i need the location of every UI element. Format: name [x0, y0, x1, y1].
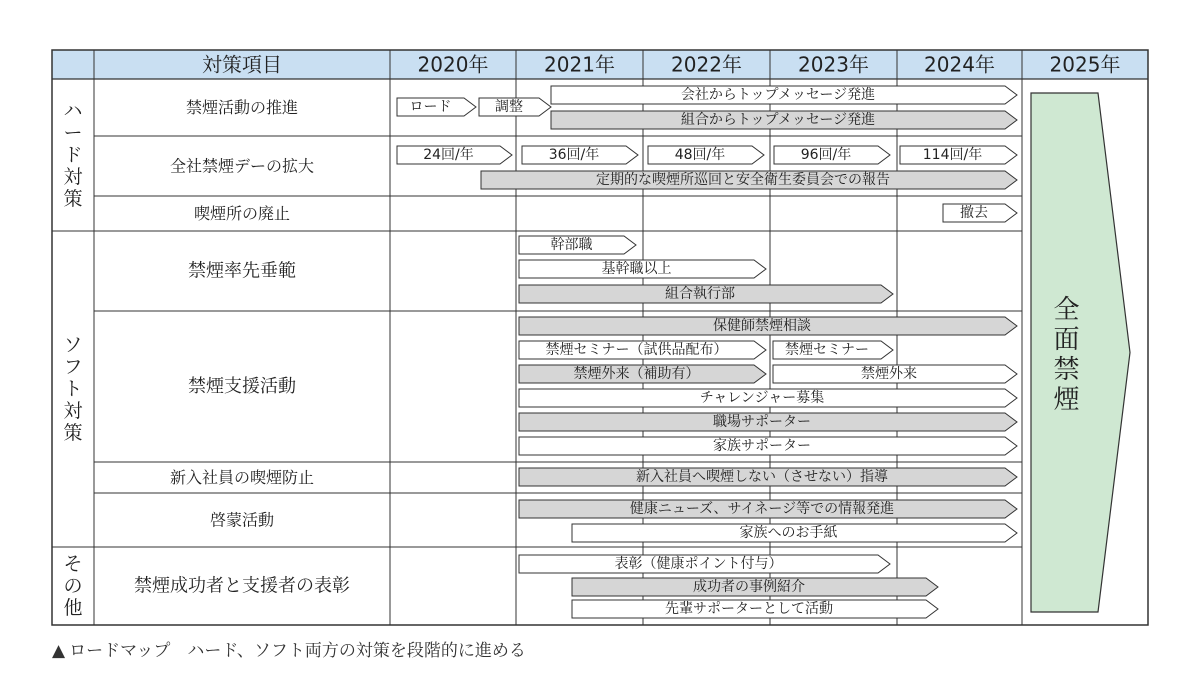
roadmap-bar — [522, 146, 638, 164]
group-label-char: 策 — [63, 422, 83, 444]
roadmap-bar — [773, 341, 893, 359]
group-label-char: ド — [63, 144, 83, 166]
roadmap-bar — [519, 468, 1017, 486]
caption-text: ロードマップ ハード、ソフト両方の対策を段階的に進める — [69, 641, 526, 661]
roadmap-bar — [648, 146, 764, 164]
header-year-2025: 2025年 — [1049, 52, 1121, 77]
bar-label: 組合執行部 — [665, 286, 735, 302]
header-year-2020: 2020年 — [417, 52, 489, 77]
bar-label: 撤去 — [960, 205, 988, 221]
group-label-char: ト — [63, 378, 83, 400]
bar-label: 禁煙セミナー（試供品配布） — [545, 342, 728, 358]
bar-label: 会社からトップメッセージ発進 — [680, 87, 876, 103]
header-year-2023: 2023年 — [798, 52, 869, 77]
row-label: 新入社員の喫煙防止 — [169, 468, 315, 487]
bar-label: 114回/年 — [922, 147, 983, 163]
roadmap-bar — [479, 98, 551, 116]
roadmap-bar — [397, 146, 512, 164]
roadmap-bar — [572, 524, 1017, 542]
roadmap-bar — [572, 600, 938, 618]
bar-label: 新入社員へ喫煙しない（させない）指導 — [636, 469, 888, 485]
final-goal-arrow — [1031, 93, 1130, 612]
bar-label: 健康ニューズ、サイネージ等での情報発進 — [629, 501, 895, 517]
bar-label: 家族サポーター — [713, 438, 811, 454]
bar-label: チャレンジャー募集 — [699, 390, 825, 406]
roadmap-bar — [519, 260, 766, 278]
group-label-char: ソ — [63, 334, 83, 356]
bar-label: 禁煙セミナー — [785, 342, 869, 358]
group-label-char: そ — [63, 553, 83, 575]
bar-label: 禁煙外来（補助有） — [573, 366, 700, 382]
final-goal-char: 面 — [1053, 325, 1080, 355]
group-label-char: 他 — [63, 597, 83, 619]
roadmap-bar — [481, 171, 1017, 189]
bar-label: 定期的な喫煙所巡回と安全衛生委員会での報告 — [596, 172, 890, 188]
roadmap-bar — [519, 555, 890, 573]
final-goal-char: 禁 — [1053, 355, 1080, 385]
final-goal-char: 煙 — [1053, 385, 1080, 415]
row-label: 全社禁煙デーの拡大 — [169, 156, 315, 176]
header-year-2024: 2024年 — [924, 52, 995, 77]
bar-label: 48回/年 — [674, 147, 726, 163]
roadmap-bar — [519, 365, 766, 383]
bar-label: 職場サポーター — [713, 414, 811, 430]
row-label: 啓蒙活動 — [209, 510, 275, 530]
roadmap-bar — [943, 204, 1017, 222]
bar-label: 禁煙外来 — [861, 366, 917, 382]
roadmap-bar — [519, 236, 636, 254]
bar-label: 36回/年 — [548, 147, 600, 163]
roadmap-bar — [774, 146, 890, 164]
figure-caption — [52, 636, 526, 661]
roadmap-bar — [551, 86, 1017, 104]
row-label: 禁煙成功者と支援者の表彰 — [134, 575, 350, 597]
group-label-char: ハ — [63, 100, 83, 122]
roadmap-bar — [519, 285, 893, 303]
group-label-char: 策 — [63, 188, 83, 210]
roadmap-bar — [551, 111, 1017, 129]
group-label-char: フ — [63, 356, 83, 378]
row-label: 禁煙活動の推進 — [185, 98, 299, 117]
roadmap-bar — [900, 146, 1017, 164]
bar-label: 成功者の事例紹介 — [693, 579, 805, 595]
header-year-2021: 2021年 — [544, 52, 615, 77]
triangle-marker-icon: ▲ — [52, 641, 66, 661]
bar-label: 幹部職 — [550, 237, 593, 253]
roadmap-bar — [519, 437, 1017, 455]
bar-label: 基幹職以上 — [601, 261, 672, 277]
final-goal-char: 全 — [1053, 295, 1080, 325]
bar-label: 96回/年 — [800, 147, 852, 163]
bar-label: 表彰（健康ポイント付与） — [614, 556, 783, 572]
row-label: 禁煙率先垂範 — [188, 260, 296, 282]
roadmap-bar — [773, 365, 1017, 383]
bar-label: 先輩サポーターとして活動 — [665, 601, 833, 617]
group-label-char: 対 — [63, 400, 83, 422]
row-label: 喫煙所の廃止 — [193, 204, 291, 223]
header-year-2022: 2022年 — [671, 52, 742, 77]
roadmap-bar — [519, 413, 1017, 431]
bar-label: 保健師禁煙相談 — [713, 318, 811, 334]
roadmap-bar — [572, 578, 938, 596]
row-label: 禁煙支援活動 — [188, 376, 296, 397]
roadmap-bar — [519, 341, 766, 359]
group-label-char: ー — [63, 122, 83, 144]
group-label-char: の — [63, 575, 83, 597]
group-label-char: 対 — [63, 166, 83, 188]
roadmap-bar — [519, 317, 1017, 335]
roadmap-bar — [519, 389, 1017, 407]
bar-label: 24回/年 — [423, 147, 474, 163]
bar-label: 家族へのお手紙 — [739, 525, 838, 541]
roadmap-bar — [519, 500, 1017, 518]
bar-label: 調整 — [495, 99, 523, 115]
bar-label: 組合からトップメッセージ発進 — [680, 112, 876, 128]
bar-label: ロード — [409, 99, 452, 115]
roadmap-bar — [397, 98, 476, 116]
header-item-label: 対策項目 — [202, 52, 282, 77]
